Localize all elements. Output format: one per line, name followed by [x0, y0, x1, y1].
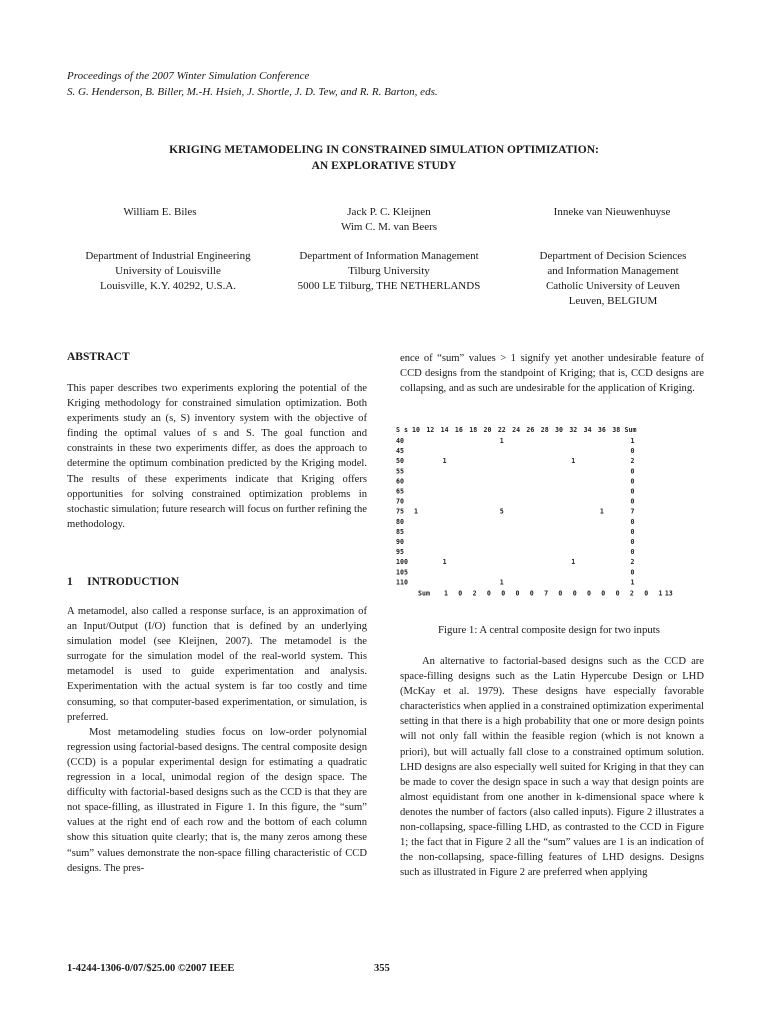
affiliation-line: 5000 LE Tilburg, THE NETHERLANDS — [297, 280, 481, 292]
row-label: 90 — [396, 538, 404, 546]
affiliation-line: Leuven, BELGIUM — [568, 295, 658, 307]
introduction-text — [67, 604, 367, 876]
abstract-paragraph: This paper describes two experiments exploring the potential of the Kriging methodology for constrained simulation optimization. Both experiments study an (s, S) inventory system with the objective of finding the optimal values of s and S. The goal function and constraints in these two experiments differ, as does the approach to determine the optimum combination predicted by the Kriging model. The results of these experiments indicate that Kriging offers opportunities for solving constrained optimization problems in stochastic simulation; future research will focus on further refining the methodology. — [67, 383, 367, 530]
intro-paragraph-2: Most metamodeling studies focus on low-order polynomial regression using factorial-based designs. The central composite design (CCD) is a popular experimental design for estimating a quadratic regression in a local, unimodal region of the design space. The difficulty with factorial-based designs such as the CCD is that they are not space-filling, as illustrated in Figure 1. In this figure, the “sum” values at the right end of each row and the bottom of each column show this situation quite clearly; that is, the many zeros among these “sum” values demonstrate the non-space filling characteristic of CCD designs. The pres- — [67, 726, 367, 874]
column-header: 28 — [540, 426, 549, 434]
introduction-heading: 1 INTRODUCTION — [67, 576, 180, 588]
affiliation-line: Department of Information Management — [299, 250, 479, 262]
column-sum: 2 — [472, 589, 477, 598]
row-label: 40 — [396, 437, 404, 445]
table-cell: 1 — [599, 507, 604, 516]
row-sum: 2 — [630, 457, 635, 466]
column-sum: 0 — [644, 589, 649, 598]
table-cell: 1 — [571, 558, 576, 567]
row-sum: 0 — [630, 568, 635, 577]
row-label: 70 — [396, 497, 404, 506]
author-name: Inneke van Nieuwenhuyse — [553, 206, 671, 218]
affiliation-line: Catholic University of Leuven — [545, 280, 681, 292]
row-label: 45 — [396, 447, 404, 456]
table-cell: 1 — [442, 558, 447, 567]
row-sum: 0 — [630, 527, 635, 536]
row-label: 105 — [396, 568, 408, 577]
affiliation-line: Department of Decision Sciences — [539, 250, 687, 262]
editors-line: S. G. Henderson, B. Biller, M.-H. Hsieh, J. Shortle, J. D. Tew, and R. R. Barton, eds. — [67, 86, 438, 98]
row-sum: 0 — [630, 467, 635, 476]
title-line-1: KRIGING METAMODELING IN CONSTRAINED SIMULATION OPTIMIZATION: — [169, 144, 599, 156]
right-paragraph-1: ence of “sum” values > 1 signify yet another undesirable feature of CCD designs from the standpoint of Kriging; that is, CCD designs are collapsing, and as such are undesirable for the application of Kriging. — [400, 353, 704, 395]
right-paragraph-2: An alternative to factorial-based designs such as the CCD are space-filling designs such as the Latin Hypercube Design or LHD (McKay et al. 1979). These designs have especially favorable characteristics when applied in a constrained optimization experimental setting in that there is a high probability that one or more design points will not only fall within the feasible region (which is not known a priori), but will actually fall close to a constrained optimum solution. LHD designs are also especially well suited for Kriging in that they can be made to cover the design space in such a way that design points are almost equidistant from one another in k-dimensional space where k denotes the number of factors (also called inputs). Figure 2 illustrates a non-collapsing, space-filling LHD, as contrasted to the CCD in Figure 1; the fact that in Figure 2 all the “sum” values are 1 is an indication of the non-collapsing, space-filling features of LHD designs. Designs such as illustrated in Figure 2 are preferred when applying — [400, 656, 704, 879]
affiliation-2 — [278, 249, 500, 294]
column-header: 38 — [612, 426, 621, 434]
row-label: 80 — [396, 517, 404, 526]
author-1 — [60, 205, 260, 220]
table-cell: 1 — [571, 457, 576, 466]
copyright-footer: 1-4244-1306-0/07/$25.00 ©2007 IEEE — [67, 963, 235, 974]
row-label: 75 — [396, 507, 404, 516]
column-sum: 0 — [558, 589, 563, 598]
affiliation-line: University of Louisville — [115, 265, 221, 277]
affiliation-line: Department of Industrial Engineering — [85, 250, 251, 262]
column-sum: 0 — [458, 589, 463, 598]
row-label: 50 — [396, 457, 404, 466]
column-header: 36 — [597, 426, 606, 434]
column-header: 34 — [583, 426, 592, 434]
column-header: 16 — [454, 426, 463, 434]
column-sum: 13 — [664, 589, 673, 598]
row-sum: 0 — [630, 497, 635, 506]
column-sum: 0 — [486, 589, 491, 598]
column-sum: 1 — [658, 589, 663, 598]
row-sum: 0 — [630, 517, 635, 526]
ccd-design-table — [394, 420, 704, 610]
column-header: Sum — [624, 426, 637, 434]
column-header: 12 — [426, 426, 435, 434]
column-sum: 0 — [529, 589, 534, 598]
row-label: 65 — [396, 487, 404, 496]
row-sum: 1 — [630, 437, 635, 445]
column-header: 10 — [412, 426, 420, 434]
affiliation-3 — [508, 249, 718, 309]
row-sum: 7 — [630, 507, 635, 516]
right-column-bottom — [400, 654, 704, 880]
table-cell: 1 — [499, 578, 504, 587]
row-label: 110 — [396, 578, 408, 587]
column-sum: 0 — [615, 589, 620, 598]
author-name: Jack P. C. Kleijnen — [347, 206, 431, 218]
abstract-heading: ABSTRACT — [67, 351, 130, 363]
column-sum: 0 — [587, 589, 591, 598]
row-sum: 1 — [630, 578, 635, 587]
intro-paragraph-1: A metamodel, also called a response surface, is an approximation of an Input/Output (I/O) function that is defined by an underlying simulation model (see Kleijnen, 2007). The metamodel is the surrogate for the simulation model of the real-world system. This metamodel is used to guide experimentation and analysis. Experimentation with the actual system is far too costly and time consuming, so that computer-based experimentation, or simulation, is preferred. — [67, 606, 367, 723]
row-label: 85 — [396, 527, 404, 536]
row-sum: 0 — [630, 477, 635, 486]
author-name: William E. Biles — [123, 206, 197, 218]
column-header: 26 — [526, 426, 535, 434]
column-header: 20 — [483, 426, 492, 434]
row-sum: 2 — [630, 558, 635, 567]
row-label: 100 — [396, 558, 408, 567]
proceedings-line: Proceedings of the 2007 Winter Simulation Conference — [67, 70, 310, 82]
column-header: 24 — [512, 426, 521, 434]
sum-row-label: Sum — [418, 589, 430, 598]
table-cell: 1 — [414, 507, 418, 516]
column-header: 22 — [497, 426, 506, 434]
row-sum: 0 — [630, 548, 635, 557]
affiliation-line: Louisville, K.Y. 40292, U.S.A. — [99, 280, 237, 292]
column-sum: 2 — [629, 589, 634, 598]
column-sum: 1 — [444, 589, 448, 598]
table-cell: 1 — [499, 437, 504, 445]
table-cell: 1 — [442, 457, 447, 466]
column-sum: 0 — [601, 589, 606, 598]
column-sum: 0 — [501, 589, 506, 598]
paper-title — [0, 142, 768, 174]
row-label: 55 — [396, 467, 404, 476]
author-2 — [284, 205, 494, 235]
column-sum: 0 — [515, 589, 520, 598]
column-header: 18 — [469, 426, 478, 434]
column-header: 14 — [440, 426, 449, 434]
column-header: 30 — [555, 426, 563, 434]
author-name: Wim C. M. van Beers — [340, 221, 438, 233]
affiliation-line: Tilburg University — [348, 265, 430, 277]
row-sum: 0 — [630, 487, 635, 496]
figure-1-caption: Figure 1: A central composite design for two inputs — [438, 624, 660, 636]
column-header: 32 — [569, 426, 578, 434]
abstract-text — [67, 381, 367, 532]
row-sum: 0 — [630, 447, 635, 456]
affiliation-line: and Information Management — [547, 265, 679, 277]
page-number: 355 — [374, 963, 390, 974]
row-label: 95 — [396, 548, 404, 557]
column-sum: 7 — [544, 589, 549, 598]
row-label: 60 — [396, 477, 404, 486]
table-cell: 5 — [499, 507, 504, 516]
table-corner-label: S s — [396, 426, 408, 434]
proceedings-header — [67, 68, 438, 100]
author-3 — [512, 205, 712, 220]
title-line-2: AN EXPLORATIVE STUDY — [311, 160, 457, 172]
row-sum: 0 — [630, 538, 635, 546]
column-sum: 0 — [572, 589, 577, 598]
affiliation-1 — [60, 249, 276, 294]
right-column-top — [400, 351, 704, 396]
